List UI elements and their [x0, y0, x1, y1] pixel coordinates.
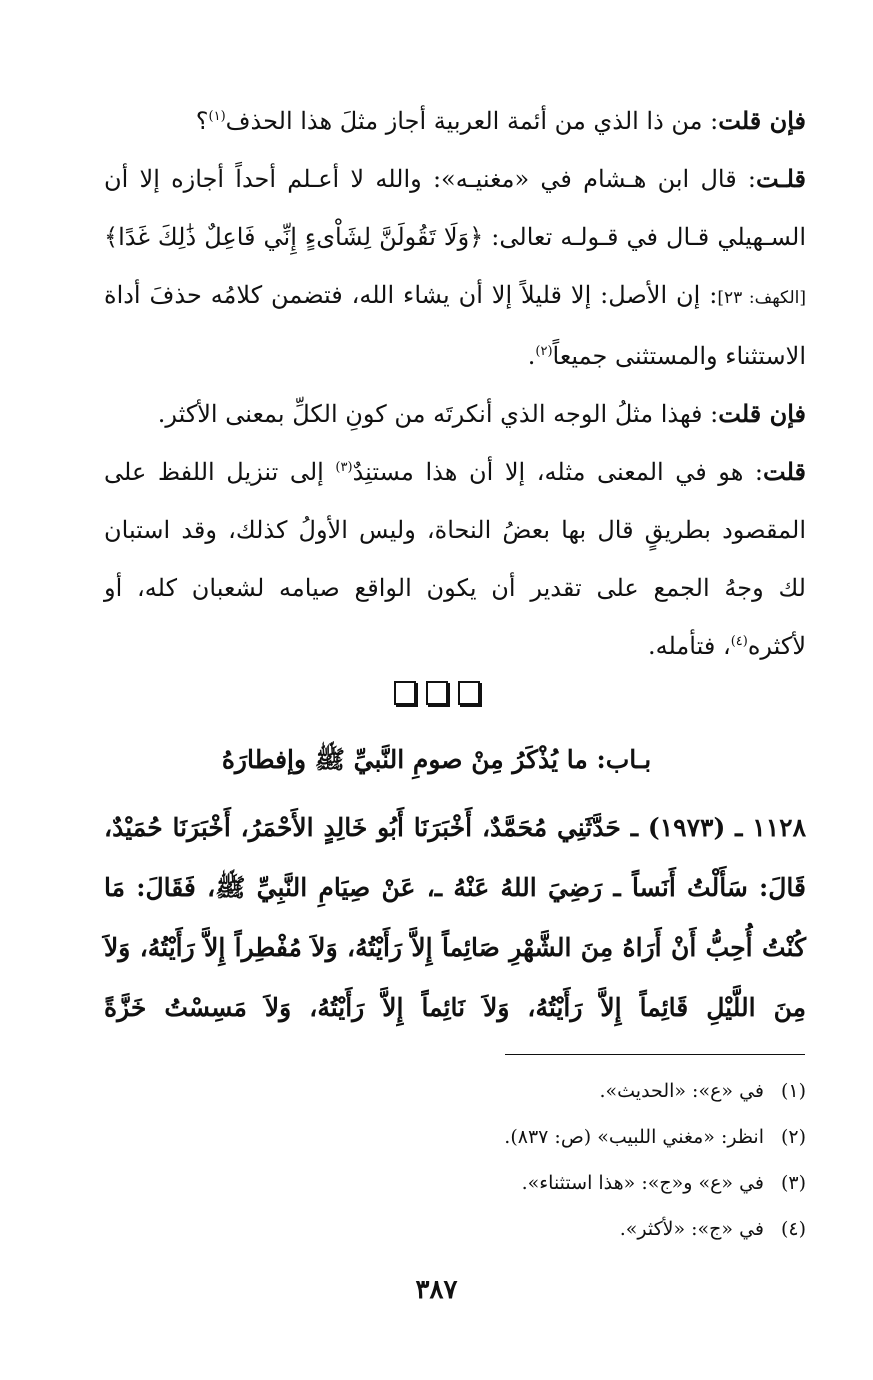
paragraph-lead: قلت — [763, 457, 807, 486]
footnote-text: في «ع» و«ج»: «هذا استثناء». — [521, 1172, 764, 1194]
paragraph-question-1 — [104, 92, 806, 150]
paragraph-answer-2 — [104, 443, 806, 675]
section-separator — [0, 681, 873, 709]
paragraph-text: : هو في المعنى مثله، إلا أن هذا مستنِدٌ — [352, 458, 764, 486]
chapter-title: بـاب: ما يُذْكَرُ مِنْ صومِ النَّبيِّ ﷺ وإفطارَهُ — [221, 745, 652, 774]
square-ornament-icon — [426, 681, 448, 705]
paragraph-text-continued: إلى تنزيل اللفظ على المقصود بطريقٍ قال بها بعضُ النحاة، وليس الأولُ كذلك، وقد استبان لك وجهُ الجمع على تقدير أن يكون الواقع صيامه لشعبان كله، أو لأكثره — [104, 458, 806, 660]
page-number: ٣٨٧ — [415, 1275, 458, 1305]
footnote-text: في «ع»: «الحديث». — [599, 1080, 764, 1102]
paragraph-lead: فإن قلت — [718, 106, 806, 135]
paragraph-lead: قلـت — [755, 164, 806, 193]
paragraph-tail: . — [527, 342, 536, 370]
footnote-item — [104, 1068, 806, 1114]
paragraph-question-2 — [104, 385, 806, 443]
footnote-text: انظر: «مغني اللبيب» (ص: ٨٣٧). — [504, 1126, 764, 1148]
footnote-number: (٣) — [780, 1172, 806, 1194]
square-ornament-icon — [458, 681, 480, 705]
footnotes — [104, 1068, 806, 1252]
paragraph-lead: فإن قلت — [718, 399, 806, 428]
footnote-marker: (١) — [208, 109, 226, 124]
commentary-text — [104, 92, 806, 675]
hadith-text: ١١٢٨ ـ (١٩٧٣) ـ حَدَّثَنِي مُحَمَّدٌ، أَخْبَرَنَا أَبُو خَالِدٍ الأَحْمَرُ، أَخْبَرَنَا حُمَيْدٌ، قَالَ: سَأَلْتُ أَنَساً ـ رَضِيَ اللهُ عَنْهُ ـ، عَنْ صِيَامِ النَّبِيِّ ﷺ، فَقَالَ: مَا كُنْتُ أُحِبُّ أَنْ أَرَاهُ مِنَ الشَّهْرِ صَائِماً إِلاَّ رَأَيْتُهُ، وَلاَ مُفْطِراً إِلاَّ رَأَيْتُهُ، وَلاَ مِنَ اللَّيْلِ قَائِماً إِلاَّ رَأَيْتُهُ، وَلاَ نَائِماً إِلاَّ رَأَيْتُهُ، وَلاَ مَسِسْتُ خَزَّةً — [104, 813, 806, 1022]
footnote-number: (٢) — [780, 1126, 806, 1148]
verse-reference: [الكهف: ٢٣] — [717, 288, 806, 308]
paragraph-tail: ؟ — [195, 107, 209, 135]
paragraph-text: : فهذا مثلُ الوجه الذي أنكرتَه من كونِ الكلِّ بمعنى الأكثر. — [157, 400, 719, 428]
footnote-item — [104, 1206, 806, 1252]
square-ornament-icon — [394, 681, 416, 705]
footnote-marker: (٤) — [730, 634, 748, 649]
quran-verse: ﴿وَلَا تَقُولَنَّ لِشَاْىءٍ إِنِّي فَاعِلٌ ذَٰلِكَ غَدًا﴾ — [104, 223, 484, 251]
footnote-divider — [505, 1054, 805, 1055]
footnote-item — [104, 1160, 806, 1206]
footnote-marker: (٢) — [535, 344, 553, 359]
footnote-marker: (٣) — [335, 460, 353, 475]
paragraph-answer-1 — [104, 150, 806, 385]
footnote-number: (١) — [780, 1080, 806, 1102]
paragraph-text-continued: : إن الأصل: إلا قليلاً إلا أن يشاء الله، فتضمن كلامُه حذفَ أداة الاستثناء والمستثنى جميعاً — [104, 281, 806, 370]
footnote-text: في «ج»: «لأكثر». — [619, 1218, 764, 1240]
footnote-item — [104, 1114, 806, 1160]
paragraph-text: : قال ابن هـشام في «مغنيـه»: والله لا أعـلم أحداً أجازه إلا أن السـهيلي قـال في قـولـه تعالى: — [104, 165, 806, 251]
footnote-number: (٤) — [780, 1218, 806, 1240]
paragraph-text: : من ذا الذي من أئمة العربية أجاز مثلَ هذا الحذف — [225, 107, 719, 135]
paragraph-tail: ، فتأمله. — [647, 632, 731, 660]
